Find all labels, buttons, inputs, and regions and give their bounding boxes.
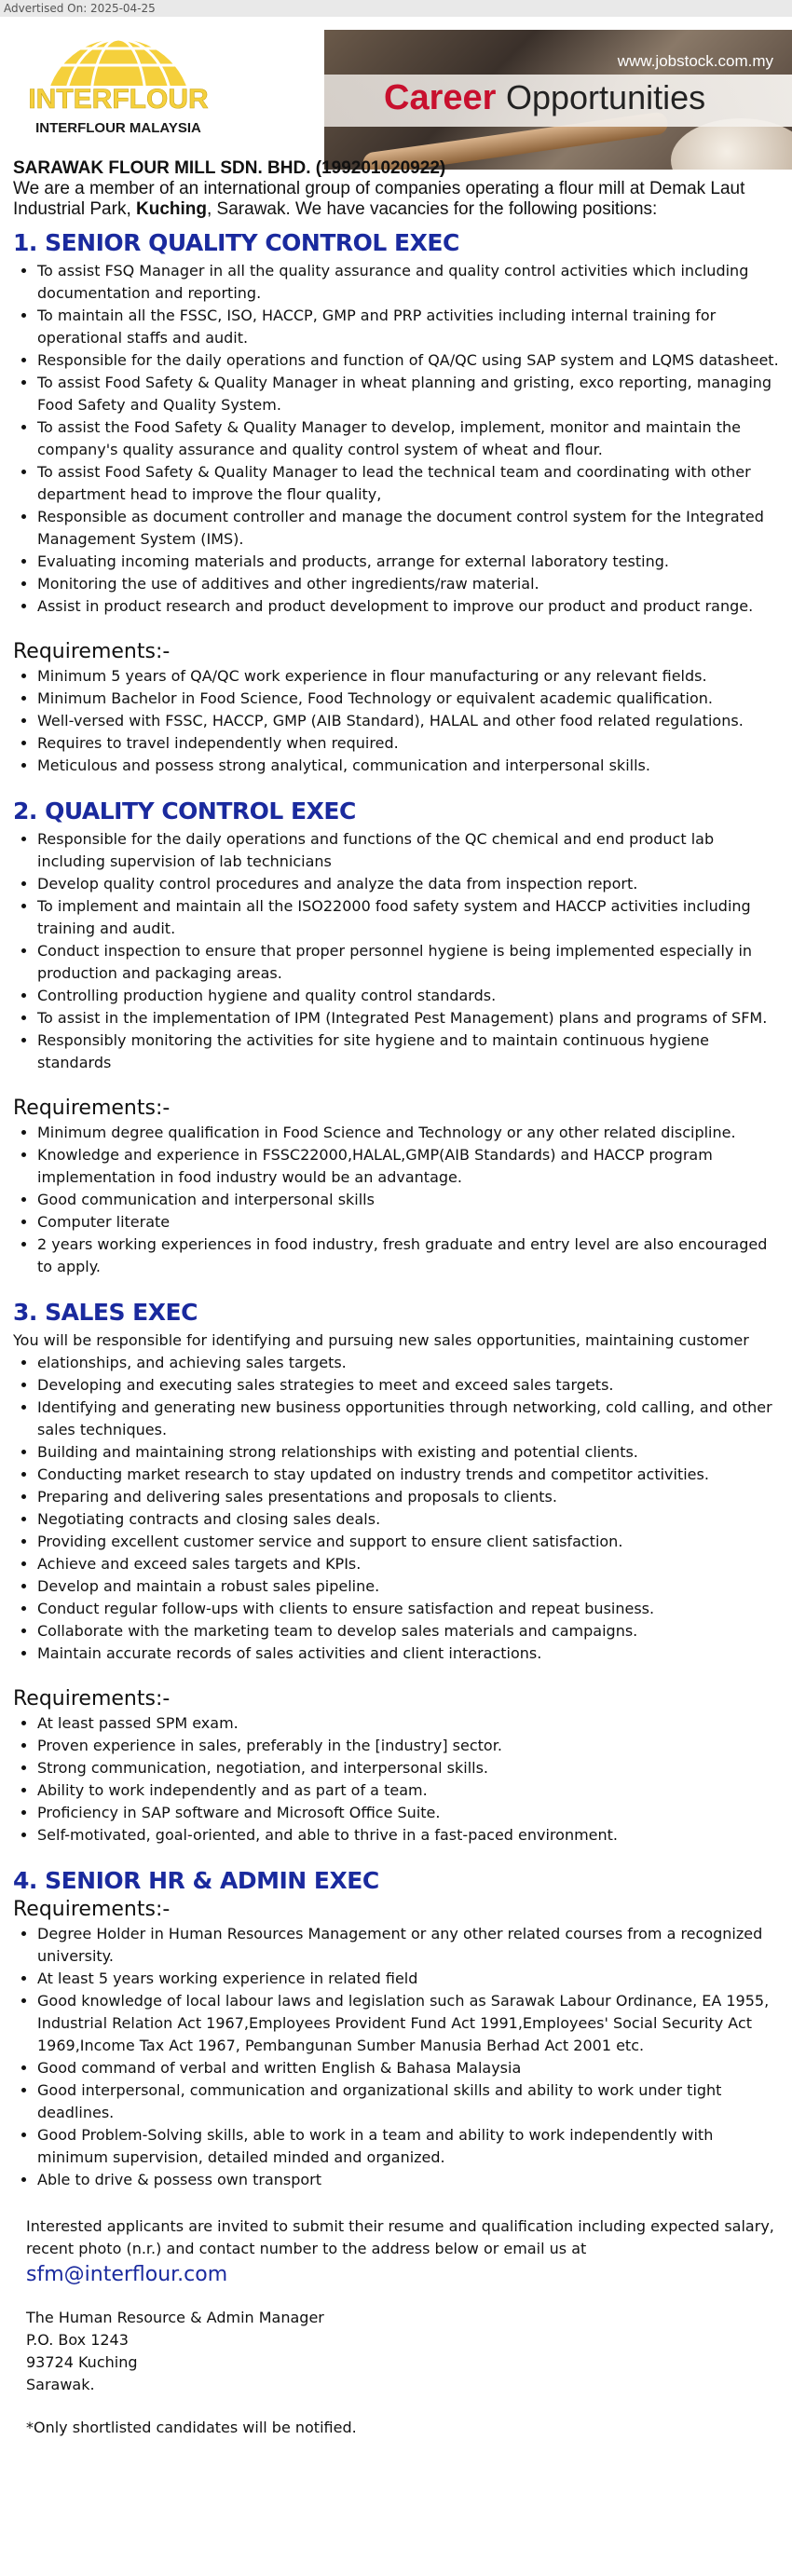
duty-item: • elationships, and achieving sales targets. — [37, 1352, 779, 1374]
duty-item: • Conduct regular follow-ups with clients to ensure satisfaction and repeat business. — [37, 1598, 779, 1620]
header — [0, 17, 792, 157]
duty-item: • Develop quality control procedures and analyze the data from inspection report. — [37, 873, 779, 895]
requirement-item: • Well-versed with FSSC, HACCP, GMP (AIB Standard), HALAL and other food related regulations. — [37, 710, 779, 732]
requirement-list — [13, 1923, 779, 2191]
job-section — [13, 797, 779, 1278]
advertised-date: Advertised On: 2025-04-25 — [0, 0, 792, 17]
duty-item: • Monitoring the use of additives and other ingredients/raw material. — [37, 573, 779, 595]
requirement-list — [13, 1712, 779, 1847]
job-title: 4. SENIOR HR & ADMIN EXEC — [13, 1867, 379, 1894]
requirement-item: • Minimum Bachelor in Food Science, Food Technology or equivalent academic qualification. — [37, 688, 779, 710]
duty-item: • To assist the Food Safety & Quality Manager to develop, implement, monitor and maintain the company's quality assurance and quality control system of wheat and flour. — [37, 416, 779, 461]
job-section — [13, 1299, 779, 1847]
address-line: Sarawak. — [26, 2376, 95, 2393]
duty-item: • Evaluating incoming materials and products, arrange for external laboratory testing. — [37, 551, 779, 573]
svg-text:INTERFLOUR MALAYSIA: INTERFLOUR MALAYSIA — [35, 120, 201, 136]
duty-item: • Developing and executing sales strategies to meet and exceed sales targets. — [37, 1374, 779, 1397]
duty-item: • Responsible for the daily operations and functions of the QC chemical and end product lab including supervision of lab technicians — [37, 828, 779, 873]
duty-list — [13, 1352, 779, 1665]
job-lead: You will be responsible for identifying and pursuing new sales opportunities, maintaining customer — [13, 1331, 749, 1349]
apply-instructions: Interested applicants are invited to submit their resume and qualification including expected salary, recent photo (n.r.) and contact number to the address below or email us at — [26, 2217, 774, 2257]
duty-item: • Controlling production hygiene and quality control standards. — [37, 985, 779, 1007]
duty-item: • Conducting market research to stay updated on industry trends and competitor activities. — [37, 1464, 779, 1486]
duty-item: • To assist in the implementation of IPM (Integrated Pest Management) plans and programs of SFM. — [37, 1007, 779, 1029]
requirement-item: • Self-motivated, goal-oriented, and able to thrive in a fast-paced environment. — [37, 1824, 779, 1847]
job-list — [13, 229, 779, 2191]
requirement-item: • Computer literate — [37, 1211, 779, 1233]
requirement-item: • Ability to work independently and as part of a team. — [37, 1779, 779, 1802]
requirement-item: • Proven experience in sales, preferably in the [industry] sector. — [37, 1735, 779, 1757]
postal-address — [26, 2307, 779, 2396]
requirement-item: • Strong communication, negotiation, and interpersonal skills. — [37, 1757, 779, 1779]
duty-item: • Building and maintaining strong relationships with existing and potential clients. — [37, 1441, 779, 1464]
requirement-item: • Good command of verbal and written English & Bahasa Malaysia — [37, 2057, 779, 2079]
duty-item: • To implement and maintain all the ISO22000 food safety system and HACCP activities including training and audit. — [37, 895, 779, 940]
requirement-item: • At least passed SPM exam. — [37, 1712, 779, 1735]
duty-list — [13, 260, 779, 618]
duty-item: • Develop and maintain a robust sales pipeline. — [37, 1575, 779, 1598]
requirement-list — [13, 665, 779, 777]
requirement-item: • Minimum 5 years of QA/QC work experience in flour manufacturing or any relevant fields. — [37, 665, 779, 688]
requirement-item: • Meticulous and possess strong analytical, communication and interpersonal skills. — [37, 755, 779, 777]
requirement-item: • At least 5 years working experience in related field — [37, 1968, 779, 1990]
interflour-logo — [19, 37, 219, 147]
duty-item: • Responsible as document controller and manage the document control system for the Integrated Management System (IMS). — [37, 506, 779, 551]
career-banner — [324, 30, 792, 170]
requirement-item: • Knowledge and experience in FSSC22000,HALAL,GMP(AIB Standards) and HACCP program implementation in food industry would be an advantage. — [37, 1144, 779, 1189]
requirement-item: • 2 years working experiences in food industry, fresh graduate and entry level are also encouraged to apply. — [37, 1233, 779, 1278]
duty-item: • Conduct inspection to ensure that proper personnel hygiene is being implemented especially in production and packaging areas. — [37, 940, 779, 985]
application-footer — [13, 2215, 779, 2439]
requirement-item: • Able to drive & possess own transport — [37, 2169, 779, 2191]
duty-item: • Preparing and delivering sales presentations and proposals to clients. — [37, 1486, 779, 1508]
banner-url: www.jobstock.com.my — [617, 52, 773, 70]
requirements-heading: Requirements:- — [13, 1097, 171, 1120]
shortlist-note: *Only shortlisted candidates will be notified. — [26, 2419, 357, 2436]
duty-item: • Responsibly monitoring the activities for site hygiene and to maintain continuous hygiene standards — [37, 1029, 779, 1074]
duty-item: • Negotiating contracts and closing sales deals. — [37, 1508, 779, 1531]
job-section — [13, 1867, 779, 2191]
requirement-item: • Proficiency in SAP software and Microsoft Office Suite. — [37, 1802, 779, 1824]
requirement-list — [13, 1122, 779, 1278]
duty-item: • Identifying and generating new business opportunities through networking, cold calling, and other sales techniques. — [37, 1397, 779, 1441]
requirement-item: • Good knowledge of local labour laws and legislation such as Sarawak Labour Ordinance, EA 1955, Industrial Relation Act 1967,Employees Provident Fund Act 1991,Employees' Social Security Act 1969,Income Tax Act 1967, Pembangunan Sumber Manusia Berhad Act 2001 etc. — [37, 1990, 779, 2057]
company-intro: We are a member of an international group of companies operating a flour mill at Demak Laut Industrial Park, Kuching, Sarawak. We have vacancies for the following positions: — [13, 179, 745, 219]
address-line: P.O. Box 1243 — [26, 2331, 129, 2349]
duty-item: • Maintain accurate records of sales activities and client interactions. — [37, 1642, 779, 1665]
requirement-item: • Good interpersonal, communication and organizational skills and ability to work under tight deadlines. — [37, 2079, 779, 2124]
duty-item: • Providing excellent customer service and support to ensure client satisfaction. — [37, 1531, 779, 1553]
contact-email[interactable]: sfm@interflour.com — [26, 2263, 228, 2286]
company-name: SARAWAK FLOUR MILL SDN. BHD. (199201020922) — [13, 158, 446, 178]
job-section — [13, 229, 779, 777]
duty-item: • To maintain all the FSSC, ISO, HACCP, GMP and PRP activities including internal training for operational staffs and audit. — [37, 305, 779, 349]
job-title: 3. SALES EXEC — [13, 1299, 198, 1326]
svg-text:INTERFLOUR: INTERFLOUR — [28, 84, 209, 115]
duty-item: • Assist in product research and product development to improve our product and product range. — [37, 595, 779, 618]
requirements-heading: Requirements:- — [13, 1687, 171, 1711]
requirement-item: • Good communication and interpersonal skills — [37, 1189, 779, 1211]
requirement-item: • Requires to travel independently when required. — [37, 732, 779, 755]
job-title: 2. QUALITY CONTROL EXEC — [13, 797, 356, 825]
requirement-item: • Minimum degree qualification in Food Science and Technology or any other related discipline. — [37, 1122, 779, 1144]
requirements-heading: Requirements:- — [13, 640, 171, 663]
duty-item: • Responsible for the daily operations and function of QA/QC using SAP system and LQMS datasheet. — [37, 349, 779, 372]
job-title: 1. SENIOR QUALITY CONTROL EXEC — [13, 229, 459, 256]
duty-item: • Collaborate with the marketing team to develop sales materials and campaigns. — [37, 1620, 779, 1642]
banner-title: Career Opportunities — [384, 78, 706, 117]
duty-item: • Achieve and exceed sales targets and KPIs. — [37, 1553, 779, 1575]
duty-item: • To assist FSQ Manager in all the quality assurance and quality control activities which including documentation and reporting. — [37, 260, 779, 305]
duty-item: • To assist Food Safety & Quality Manager to lead the technical team and coordinating with other department head to improve the flour quality, — [37, 461, 779, 506]
address-line: 93724 Kuching — [26, 2353, 138, 2371]
main-content — [13, 158, 779, 2439]
requirements-heading: Requirements:- — [13, 1898, 171, 1921]
duty-list — [13, 828, 779, 1074]
requirement-item: • Good Problem-Solving skills, able to work in a team and ability to work independently with minimum supervision, detailed minded and organized. — [37, 2124, 779, 2169]
duty-item: • To assist Food Safety & Quality Manager in wheat planning and gristing, exco reporting, managing Food Safety and Quality System. — [37, 372, 779, 416]
requirement-item: • Degree Holder in Human Resources Management or any other related courses from a recognized university. — [37, 1923, 779, 1968]
address-line: The Human Resource & Admin Manager — [26, 2309, 324, 2326]
